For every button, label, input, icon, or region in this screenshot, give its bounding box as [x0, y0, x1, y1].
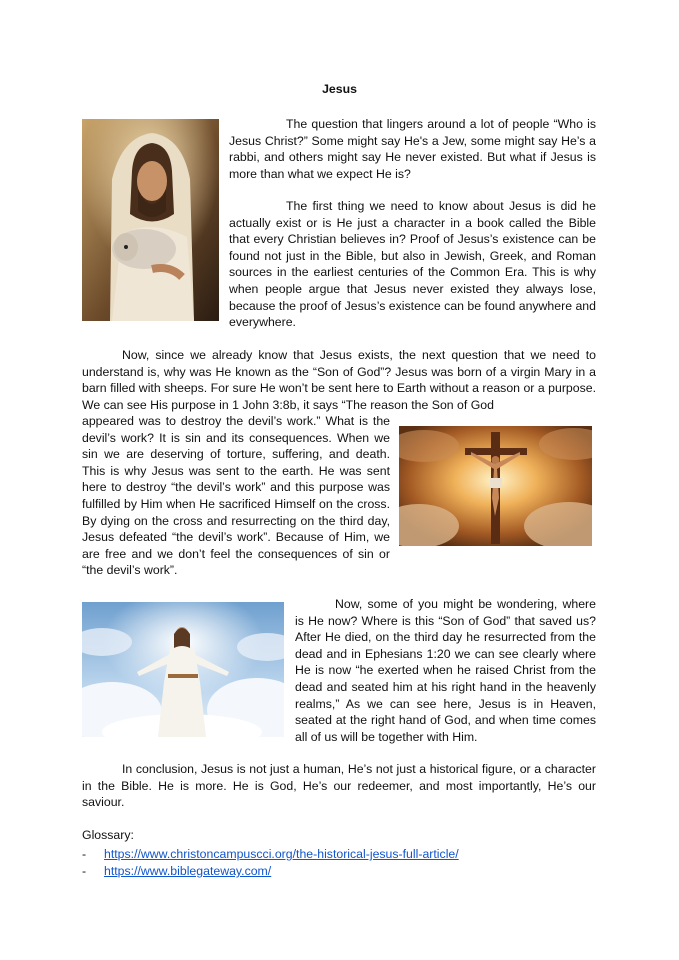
paragraph-intro: The question that lingers around a lot of people “Who is Jesus Christ?” Some might say He's a Jew, some might say He’s a rabbi, and others might say He never existed. But what if Jesus is more than what we expect He is?: [229, 117, 596, 181]
glossary-link-biblegateway[interactable]: https://www.biblegateway.com/: [104, 864, 272, 878]
paragraph-son-of-god: Now, since we already know that Jesus exists, the next question that we need to understand is, why was He known as the “Son of God”? Jesus was born of a virgin Mary in a barn filled with sheeps. For sure He won’t be sent here to Earth without a reason or a purpose. We can see His purpose in 1 John 3:8b, it says “The reason the Son of God: [82, 348, 596, 412]
glossary-heading: Glossary:: [82, 828, 134, 842]
glossary-link-christoncampus[interactable]: https://www.christoncampuscci.org/the-historical-jesus-full-article/: [104, 847, 459, 861]
paragraph-existence: The first thing we need to know about Jesus is did he actually exist or is He just a character in a book called the Bible that every Christian believes in? Proof of Jesus’s existence can be found not just in the Bible, but also in Jewish, Greek, and Roman sources in the earliest centuries of the Common Era. This is why when people argue that Jesus never existed they always lose, because the proof of Jesus’s existence can be found anywhere and everywhere.: [229, 199, 596, 330]
jesus-in-heaven-image: [82, 602, 284, 737]
paragraph-heaven: Now, some of you might be wondering, where is He now? Where is this “Son of God” that saved us? After He died, on the third day he resurrected from the dead and in Ephesians 1:20 we can see clearly where He is now “he exerted when he raised Christ from the dead and seated him at his right hand in the heavenly realms,” As we can see here, Jesus is in Heaven, seated at the right hand of God, and when time comes all of us will be together with Him.: [295, 597, 596, 744]
jesus-with-lamb-image: [82, 119, 219, 321]
glossary-list: [82, 846, 459, 880]
list-item: [82, 846, 459, 863]
paragraph-devils-work: appeared was to destroy the devil’s work.” What is the devil’s work? It is sin and its consequences. When we sin we are deserving of torture, suffering, and death. This is why Jesus was sent to the earth. He was sent here to destroy “the devil’s work” and this purpose was fulfilled by Him when He sacrificed Himself on the cross. By dying on the cross and resurrecting on the third day, Jesus defeated “the devil’s work”. Because of Him, we are free and we don’t feel the consequences of sin or “the devil’s work”.: [82, 414, 390, 578]
paragraph-conclusion: In conclusion, Jesus is not just a human, He’s not just a historical figure, or a character in the Bible. He is more. He is God, He’s our redeemer, and most importantly, He’s our saviour.: [82, 762, 596, 810]
list-item: [82, 863, 459, 880]
page-title: Jesus: [322, 82, 357, 96]
list-bullet: -: [82, 847, 87, 861]
crucifix-image: [399, 426, 592, 546]
list-bullet: -: [82, 864, 87, 878]
